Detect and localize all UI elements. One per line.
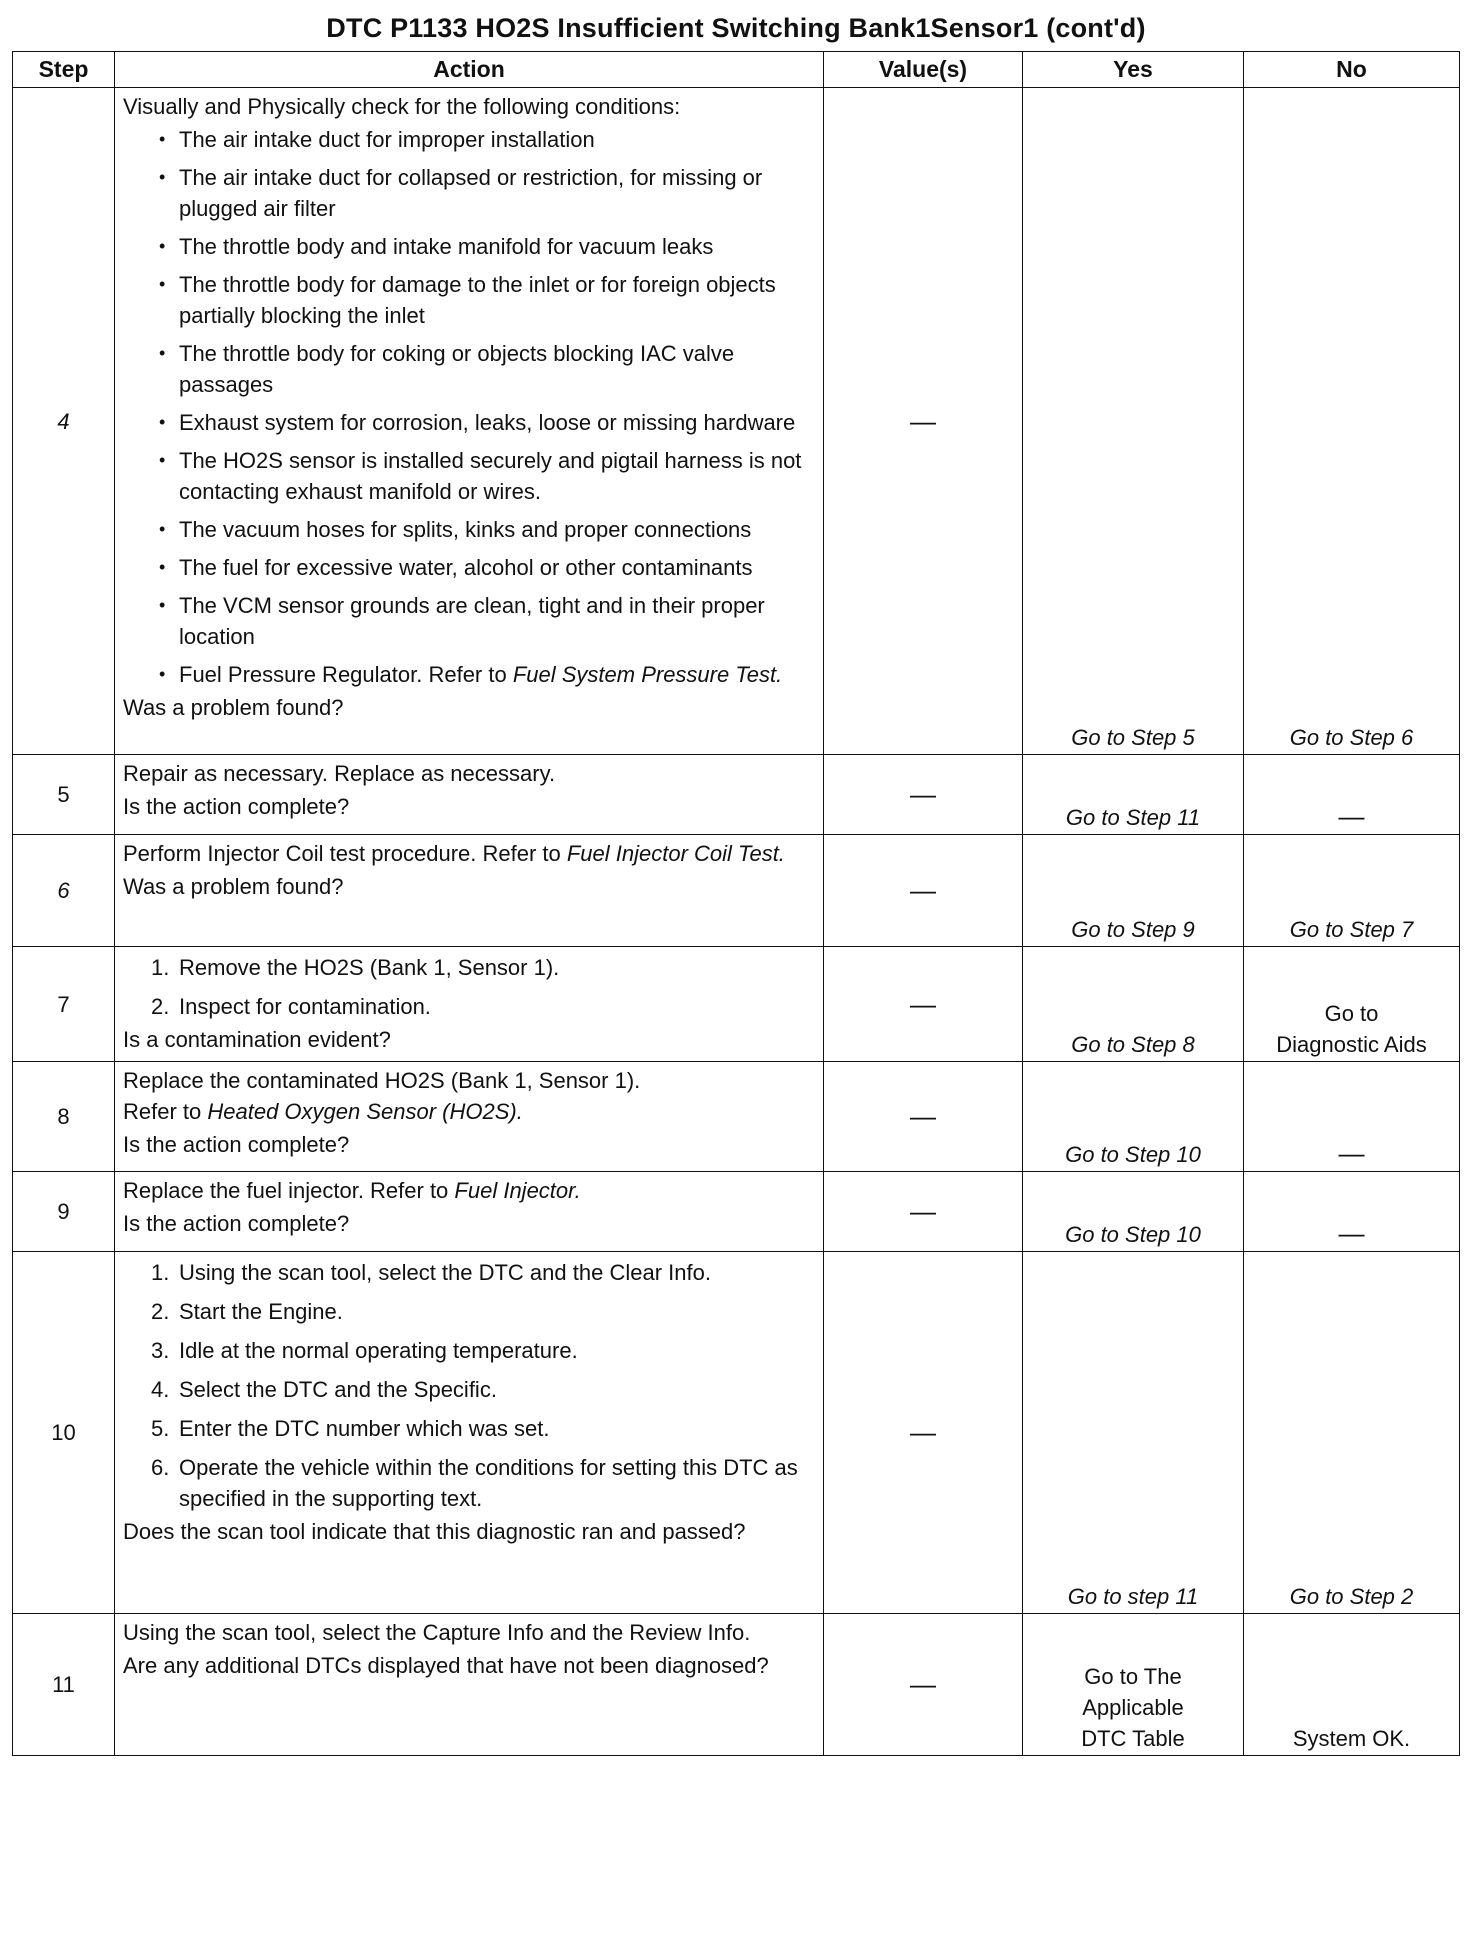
- yes-cell: [1023, 755, 1244, 835]
- step-number: 9: [13, 1172, 115, 1252]
- step-number: 11: [13, 1614, 115, 1756]
- goto-diagnostic-aids-line2[interactable]: Diagnostic Aids: [1276, 1032, 1427, 1057]
- list-item: [123, 659, 815, 690]
- no-cell: [1244, 1062, 1460, 1172]
- reference-link[interactable]: Heated Oxygen Sensor (HO2S).: [207, 1099, 523, 1124]
- goto-dtc-table-line1[interactable]: Go to The: [1084, 1664, 1182, 1689]
- goto-dtc-table-line2[interactable]: Applicable: [1082, 1695, 1184, 1720]
- table-row-step-10: [13, 1252, 1460, 1614]
- step-number: 5: [13, 755, 115, 835]
- goto-step-link[interactable]: Go to step 11: [1067, 1584, 1199, 1609]
- table-row-step-9: [13, 1172, 1460, 1252]
- value-cell: —: [824, 1172, 1023, 1252]
- goto-step-link[interactable]: Go to Step 9: [1071, 917, 1195, 942]
- list-item-text: Enter the DTC number which was set.: [179, 1416, 550, 1441]
- action-text: [123, 838, 815, 869]
- step-number: 10: [13, 1252, 115, 1614]
- page-title: DTC P1133 HO2S Insufficient Switching Bank1Sensor1 (cont'd): [326, 13, 1146, 43]
- action-text: Repair as necessary. Replace as necessary.: [123, 761, 556, 786]
- goto-step-link[interactable]: Go to Step 8: [1071, 1032, 1195, 1057]
- reference-link[interactable]: Fuel System Pressure Test.: [512, 662, 783, 687]
- table-row-step-8: [13, 1062, 1460, 1172]
- header-step: Step: [13, 52, 115, 88]
- list-item: • The throttle body for coking or objects blocking IAC valve passages: [123, 338, 815, 400]
- action-text: [123, 1175, 815, 1206]
- goto-diagnostic-aids-line1[interactable]: Go to: [1324, 1001, 1379, 1026]
- no-cell: [1244, 1614, 1460, 1756]
- list-item-text: Select the DTC and the Specific.: [179, 1377, 497, 1402]
- table-row-step-7: [13, 947, 1460, 1062]
- action-question: Was a problem found?: [123, 695, 344, 720]
- no-cell: [1244, 88, 1460, 755]
- list-item: • The throttle body for damage to the inlet or for foreign objects partially blocking the inlet: [123, 269, 815, 331]
- yes-cell: [1023, 1614, 1244, 1756]
- step-number: 8: [13, 1062, 115, 1172]
- value-cell: —: [824, 88, 1023, 755]
- step-number: 6: [13, 835, 115, 947]
- list-item: • The fuel for excessive water, alcohol or other contaminants: [123, 552, 815, 583]
- no-value: —: [1338, 801, 1365, 831]
- yes-cell: [1023, 1062, 1244, 1172]
- reference-link[interactable]: Fuel Injector Coil Test.: [566, 841, 785, 866]
- value-cell: —: [824, 1614, 1023, 1756]
- list-item: • The HO2S sensor is installed securely and pigtail harness is not contacting exhaust manifold or wires.: [123, 445, 815, 507]
- list-item: • Exhaust system for corrosion, leaks, loose or missing hardware: [123, 407, 815, 438]
- goto-step-link[interactable]: Go to Step 7: [1289, 917, 1414, 942]
- list-item-text: Fuel Pressure Regulator. Refer to: [179, 662, 513, 687]
- goto-step-link[interactable]: Go to Step 5: [1071, 725, 1195, 750]
- header-values: Value(s): [824, 52, 1023, 88]
- reference-link[interactable]: Fuel Injector.: [454, 1178, 581, 1203]
- list-item-text: Remove the HO2S (Bank 1, Sensor 1).: [179, 955, 560, 980]
- header-yes: Yes: [1023, 52, 1244, 88]
- action-text: Using the scan tool, select the Capture Info and the Review Info.: [123, 1620, 751, 1645]
- list-item-text: Inspect for contamination.: [179, 994, 431, 1019]
- action-cell: [115, 1252, 824, 1614]
- diagnostic-table: [12, 51, 1460, 1756]
- action-question: Are any additional DTCs displayed that have not been diagnosed?: [123, 1653, 769, 1678]
- goto-step-link[interactable]: Go to Step 10: [1065, 1222, 1201, 1247]
- yes-cell: [1023, 88, 1244, 755]
- goto-step-link[interactable]: Go to Step 6: [1289, 725, 1414, 750]
- no-value: —: [1338, 1218, 1365, 1248]
- action-question: Is the action complete?: [123, 1211, 350, 1236]
- list-item: 3. Idle at the normal operating temperature.: [151, 1338, 578, 1363]
- yes-cell: [1023, 835, 1244, 947]
- list-item: • The vacuum hoses for splits, kinks and proper connections: [123, 514, 815, 545]
- list-item-text: Idle at the normal operating temperature.: [179, 1338, 578, 1363]
- action-reference: [123, 1096, 815, 1127]
- list-item: 2. Start the Engine.: [151, 1299, 343, 1324]
- table-row-step-5: [13, 755, 1460, 835]
- procedure-list: [123, 952, 815, 1022]
- header-action: Action: [115, 52, 824, 88]
- table-row-step-11: [13, 1614, 1460, 1756]
- action-question: Was a problem found?: [123, 874, 344, 899]
- goto-step-link[interactable]: Go to Step 11: [1065, 805, 1201, 830]
- yes-cell: [1023, 1252, 1244, 1614]
- list-item: 5. Enter the DTC number which was set.: [151, 1416, 550, 1441]
- list-item: 2. Inspect for contamination.: [151, 994, 431, 1019]
- action-cell: [115, 1614, 824, 1756]
- action-cell: [115, 1062, 824, 1172]
- list-item: 6. Operate the vehicle within the conditions for setting this DTC as specified in the supporting text.: [151, 1455, 798, 1511]
- no-cell: [1244, 1252, 1460, 1614]
- step-number: 4: [13, 88, 115, 755]
- no-cell: [1244, 1172, 1460, 1252]
- value-cell: —: [824, 947, 1023, 1062]
- action-intro: Visually and Physically check for the following conditions:: [123, 94, 681, 119]
- header-row: [13, 52, 1460, 88]
- list-item: • The air intake duct for collapsed or restriction, for missing or plugged air filter: [123, 162, 815, 224]
- list-item: 4. Select the DTC and the Specific.: [151, 1377, 497, 1402]
- yes-cell: [1023, 947, 1244, 1062]
- value-cell: —: [824, 835, 1023, 947]
- action-question: Is the action complete?: [123, 1132, 350, 1157]
- no-cell: [1244, 755, 1460, 835]
- action-question: Is the action complete?: [123, 794, 350, 819]
- list-item: 1. Using the scan tool, select the DTC and the Clear Info.: [151, 1260, 711, 1285]
- list-item: • The air intake duct for improper installation: [123, 124, 815, 155]
- list-item: 1. Remove the HO2S (Bank 1, Sensor 1).: [151, 955, 560, 980]
- table-row-step-6: [13, 835, 1460, 947]
- action-cell: [115, 835, 824, 947]
- procedure-list: [123, 1257, 815, 1514]
- goto-step-link[interactable]: Go to Step 2: [1289, 1584, 1414, 1609]
- goto-dtc-table-line3[interactable]: DTC Table: [1081, 1726, 1185, 1751]
- step-number: 7: [13, 947, 115, 1062]
- action-question: Is a contamination evident?: [123, 1027, 391, 1052]
- condition-list: [123, 124, 815, 690]
- action-cell: [115, 947, 824, 1062]
- table-row-step-4: [13, 88, 1460, 755]
- action-cell: [115, 88, 824, 755]
- list-item: • The VCM sensor grounds are clean, tight and in their proper location: [123, 590, 815, 652]
- goto-step-link[interactable]: Go to Step 10: [1065, 1142, 1201, 1167]
- action-question: Does the scan tool indicate that this diagnostic ran and passed?: [123, 1519, 746, 1544]
- list-item: • The throttle body and intake manifold for vacuum leaks: [123, 231, 815, 262]
- no-cell: [1244, 947, 1460, 1062]
- action-text-main: Replace the fuel injector. Refer to: [123, 1178, 455, 1203]
- list-item-text: Operate the vehicle within the conditions for setting this DTC as specified in the supporting text.: [179, 1455, 798, 1511]
- no-value: —: [1338, 1138, 1365, 1168]
- header-no: No: [1244, 52, 1460, 88]
- value-cell: —: [824, 755, 1023, 835]
- system-ok-text: System OK.: [1292, 1726, 1411, 1751]
- action-text-main: Perform Injector Coil test procedure. Refer to: [123, 841, 567, 866]
- list-item-text: Using the scan tool, select the DTC and the Clear Info.: [179, 1260, 711, 1285]
- yes-cell: [1023, 1172, 1244, 1252]
- value-cell: —: [824, 1062, 1023, 1172]
- refer-label: Refer to: [123, 1099, 208, 1124]
- no-cell: [1244, 835, 1460, 947]
- action-cell: [115, 755, 824, 835]
- value-cell: —: [824, 1252, 1023, 1614]
- action-cell: [115, 1172, 824, 1252]
- action-text: Replace the contaminated HO2S (Bank 1, Sensor 1).: [123, 1068, 641, 1093]
- list-item-text: Start the Engine.: [179, 1299, 343, 1324]
